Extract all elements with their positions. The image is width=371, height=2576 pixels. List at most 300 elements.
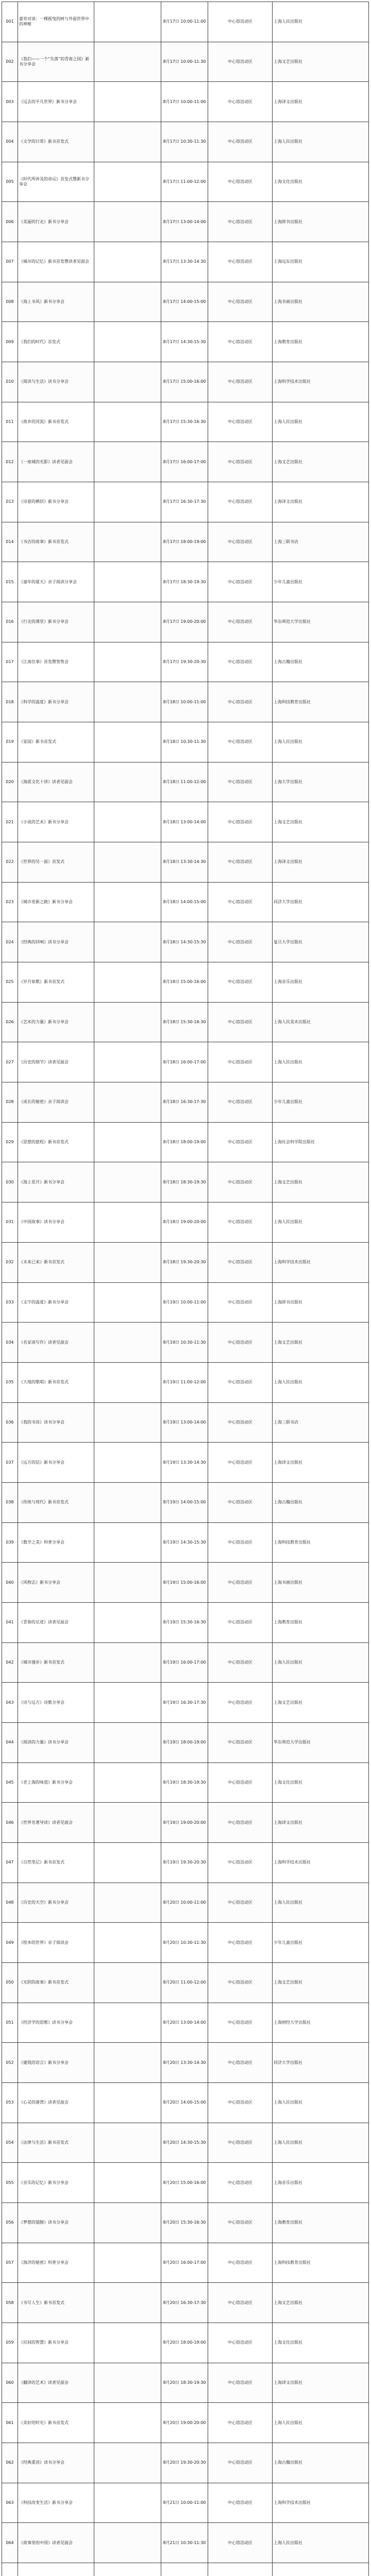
event-organizer-cell: 上海大学出版社 bbox=[273, 762, 369, 802]
event-guests-cell bbox=[94, 1162, 161, 1202]
event-organizer-cell: 上海科学技术出版社 bbox=[273, 2483, 369, 2523]
event-id-cell: 010 bbox=[2, 362, 18, 402]
event-venue-cell: 中心馆活动区 bbox=[208, 82, 273, 122]
table-row bbox=[2, 2243, 369, 2283]
table-row bbox=[2, 1563, 369, 1603]
event-venue-cell: 中心馆活动区 bbox=[208, 2323, 273, 2363]
event-title-cell: 《书店的故事》新书首发式 bbox=[18, 522, 94, 562]
event-guests-cell bbox=[94, 1522, 161, 1563]
event-venue-cell: 中心馆活动区 bbox=[208, 2, 273, 42]
event-organizer-cell: 上海辞书出版社 bbox=[273, 202, 369, 242]
event-organizer-cell: 上海译文出版社 bbox=[273, 1443, 369, 1483]
event-guests-cell bbox=[94, 1722, 161, 1762]
event-id-cell: 004 bbox=[2, 122, 18, 162]
event-organizer-cell: 上海三联书店 bbox=[273, 522, 369, 562]
event-title-cell: 《我的书房》读书分享会 bbox=[18, 1402, 94, 1443]
event-organizer-cell: 上海译文出版社 bbox=[273, 1803, 369, 1843]
event-organizer-cell: 上海辞书出版社 bbox=[273, 1282, 369, 1323]
event-time-cell: 8月19日 19:30-20:30 bbox=[161, 1842, 208, 1883]
event-time-cell: 8月18日 14:30-15:30 bbox=[161, 922, 208, 962]
event-id-cell: 006 bbox=[2, 202, 18, 242]
event-id-cell: 020 bbox=[2, 762, 18, 802]
event-guests-cell bbox=[94, 2082, 161, 2123]
event-venue-cell: 中心馆活动区 bbox=[208, 1362, 273, 1402]
event-guests-cell bbox=[94, 1323, 161, 1363]
event-guests-cell bbox=[94, 642, 161, 682]
event-venue-cell: 中心馆活动区 bbox=[208, 762, 273, 802]
event-organizer-cell: 上海科学技术出版社 bbox=[273, 1242, 369, 1282]
event-venue-cell: 中心馆活动区 bbox=[208, 2283, 273, 2323]
event-guests-cell bbox=[94, 282, 161, 322]
event-id-cell: 058 bbox=[2, 2283, 18, 2323]
event-title-cell: 《自然笔记》新书首发式 bbox=[18, 1842, 94, 1883]
event-time-cell: 8月18日 13:00-14:00 bbox=[161, 802, 208, 842]
event-venue-cell: 中心馆活动区 bbox=[208, 2243, 273, 2283]
event-id-cell: 054 bbox=[2, 2123, 18, 2163]
event-guests-cell bbox=[94, 1402, 161, 1443]
table-row bbox=[2, 2363, 369, 2403]
event-venue-cell: 中心馆活动区 bbox=[208, 1923, 273, 1963]
table-row bbox=[2, 2043, 369, 2083]
event-venue-cell: 中心馆活动区 bbox=[208, 1522, 273, 1563]
event-guests-cell bbox=[94, 1762, 161, 1803]
table-row bbox=[2, 2202, 369, 2243]
event-venue-cell: 中心馆活动区 bbox=[208, 2523, 273, 2563]
event-guests-cell bbox=[94, 1962, 161, 2003]
event-id-cell: 041 bbox=[2, 1602, 18, 1642]
table-row bbox=[2, 2483, 369, 2523]
event-organizer-cell: 上海文化出版社 bbox=[273, 1762, 369, 1803]
table-row bbox=[2, 1162, 369, 1202]
event-title-cell: 《艺术的力量》新书分享会 bbox=[18, 1002, 94, 1042]
event-time-cell: 8月17日 19:30-20:30 bbox=[161, 642, 208, 682]
event-time-cell: 8月20日 10:00-11:00 bbox=[161, 1883, 208, 1923]
event-guests-cell bbox=[94, 1042, 161, 1082]
event-guests-cell bbox=[94, 1923, 161, 1963]
event-id-cell: 002 bbox=[2, 42, 18, 82]
event-title-cell: 《梦想的翅膀》读书分享会 bbox=[18, 2202, 94, 2243]
event-organizer-cell: 上海文艺出版社 bbox=[273, 1683, 369, 1723]
event-venue-cell: 中心馆活动区 bbox=[208, 1602, 273, 1642]
event-title-cell: 《海派文化十讲》读者见面会 bbox=[18, 762, 94, 802]
table-row bbox=[2, 1602, 369, 1642]
event-time-cell: 8月17日 18:30-19:30 bbox=[161, 562, 208, 602]
event-title-cell: 《我们的时代》首发式 bbox=[18, 322, 94, 362]
event-title-cell: 《岁月如歌》新书首发式 bbox=[18, 962, 94, 1003]
event-id-cell: 019 bbox=[2, 722, 18, 762]
table-row bbox=[2, 82, 369, 122]
table-row bbox=[2, 1443, 369, 1483]
event-id-cell: 025 bbox=[2, 962, 18, 1003]
event-organizer-cell: 同济大学出版社 bbox=[273, 2043, 369, 2083]
event-organizer-cell: 上海人民出版社 bbox=[273, 402, 369, 442]
event-title-cell: 《大地的歌唱》新书首发式 bbox=[18, 1362, 94, 1402]
event-title-cell: 《法律与生活》新书首发式 bbox=[18, 2123, 94, 2163]
event-title-cell: 《诗意的栖居》新书分享会 bbox=[18, 482, 94, 522]
event-title-cell: 《绘本的世界》亲子阅读会 bbox=[18, 1923, 94, 1963]
event-organizer-cell: 少年儿童出版社 bbox=[273, 1923, 369, 1963]
event-title-cell: 《海上花开》新书分享会 bbox=[18, 1162, 94, 1202]
event-guests-cell bbox=[94, 962, 161, 1003]
event-id-cell: 023 bbox=[2, 882, 18, 922]
event-guests-cell bbox=[94, 2443, 161, 2483]
event-organizer-cell: 上海文化出版社 bbox=[273, 162, 369, 202]
event-venue-cell: 中心馆活动区 bbox=[208, 1402, 273, 1443]
event-venue-cell: 中心馆活动区 bbox=[208, 202, 273, 242]
event-guests-cell bbox=[94, 802, 161, 842]
event-organizer-cell: 上海科技教育出版社 bbox=[273, 1522, 369, 1563]
table-row bbox=[2, 522, 369, 562]
event-time-cell: 8月20日 15:30-16:30 bbox=[161, 2202, 208, 2243]
event-organizer-cell: 上海人民出版社 bbox=[273, 2403, 369, 2443]
event-venue-cell: 中心馆活动区 bbox=[208, 1563, 273, 1603]
event-venue-cell: 中心馆活动区 bbox=[208, 562, 273, 602]
event-venue-cell: 中心馆活动区 bbox=[208, 1242, 273, 1282]
event-venue-cell: 中心馆活动区 bbox=[208, 842, 273, 883]
event-id-cell: 046 bbox=[2, 1803, 18, 1843]
event-guests-cell bbox=[94, 1443, 161, 1483]
event-id-cell: 060 bbox=[2, 2363, 18, 2403]
event-venue-cell: 中心馆活动区 bbox=[208, 282, 273, 322]
event-organizer-cell: 上海人民出版社 bbox=[273, 1042, 369, 1082]
event-organizer-cell: 上海文艺出版社 bbox=[273, 802, 369, 842]
event-id-cell: 030 bbox=[2, 1162, 18, 1202]
event-guests-cell bbox=[94, 1002, 161, 1042]
event-id-cell: 044 bbox=[2, 1722, 18, 1762]
event-venue-cell: 中心馆活动区 bbox=[208, 2202, 273, 2243]
event-time-cell: 8月19日 10:30-11:30 bbox=[161, 1323, 208, 1363]
event-organizer-cell: 上海文艺出版社 bbox=[273, 1962, 369, 2003]
event-guests-cell bbox=[94, 442, 161, 482]
event-guests-cell bbox=[94, 2403, 161, 2443]
table-row bbox=[2, 1362, 369, 1402]
table-row bbox=[2, 2, 369, 42]
event-time-cell: 8月17日 10:00-11:30 bbox=[161, 42, 208, 82]
table-row bbox=[2, 202, 369, 242]
event-id-cell: 048 bbox=[2, 1883, 18, 1923]
event-id-cell: 022 bbox=[2, 842, 18, 883]
event-venue-cell: 中心馆活动区 bbox=[208, 2363, 273, 2403]
event-organizer-cell bbox=[273, 2563, 369, 2576]
event-title-cell bbox=[18, 2563, 94, 2576]
event-time-cell: 8月17日 14:00-15:00 bbox=[161, 282, 208, 322]
table-row bbox=[2, 642, 369, 682]
event-organizer-cell: 上海文艺出版社 bbox=[273, 1323, 369, 1363]
event-id-cell: 016 bbox=[2, 602, 18, 642]
table-row bbox=[2, 322, 369, 362]
table-row bbox=[2, 362, 369, 402]
event-guests-cell bbox=[94, 2003, 161, 2043]
event-id-cell: 007 bbox=[2, 242, 18, 282]
table-row bbox=[2, 1242, 369, 1282]
event-time-cell: 8月20日 15:00-16:00 bbox=[161, 2163, 208, 2203]
event-title-cell: 《阅读与生活》读书分享会 bbox=[18, 362, 94, 402]
event-id-cell: 036 bbox=[2, 1402, 18, 1443]
event-organizer-cell: 上海科学技术出版社 bbox=[273, 1842, 369, 1883]
event-time-cell: 8月17日 11:00-12:00 bbox=[161, 162, 208, 202]
event-time-cell: 8月17日 15:30-16:30 bbox=[161, 402, 208, 442]
event-organizer-cell: 上海文艺出版社 bbox=[273, 442, 369, 482]
event-title-cell: 《远方的信》新书分享会 bbox=[18, 1443, 94, 1483]
event-id-cell: 003 bbox=[2, 82, 18, 122]
event-venue-cell: 中心馆活动区 bbox=[208, 2163, 273, 2203]
event-time-cell: 8月17日 18:00-19:00 bbox=[161, 522, 208, 562]
event-id-cell: 033 bbox=[2, 1282, 18, 1323]
table-row bbox=[2, 962, 369, 1003]
event-venue-cell: 中心馆活动区 bbox=[208, 1202, 273, 1243]
event-id-cell: 032 bbox=[2, 1242, 18, 1282]
event-venue-cell: 中心馆活动区 bbox=[208, 2003, 273, 2043]
event-guests-cell bbox=[94, 2563, 161, 2576]
event-id-cell: 037 bbox=[2, 1443, 18, 1483]
table-row bbox=[2, 2123, 369, 2163]
event-title-cell: 《故乡的河流》新书首发式 bbox=[18, 402, 94, 442]
event-guests-cell bbox=[94, 2202, 161, 2243]
event-title-cell: 《海洋的秘密》科普分享会 bbox=[18, 2243, 94, 2283]
event-id-cell: 026 bbox=[2, 1002, 18, 1042]
event-time-cell: 8月18日 16:00-17:00 bbox=[161, 1042, 208, 1082]
event-title-cell: 《阅读的力量》读书分享会 bbox=[18, 1722, 94, 1762]
event-guests-cell bbox=[94, 2323, 161, 2363]
event-time-cell: 8月20日 10:30-11:30 bbox=[161, 1923, 208, 1963]
event-venue-cell: 中心馆活动区 bbox=[208, 1122, 273, 1162]
table-row bbox=[2, 562, 369, 602]
event-time-cell: 8月18日 18:30-19:30 bbox=[161, 1162, 208, 1202]
event-id-cell: 034 bbox=[2, 1323, 18, 1363]
event-organizer-cell: 上海远东出版社 bbox=[273, 242, 369, 282]
event-title-cell: 《历史的细节》读者见面会 bbox=[18, 1042, 94, 1082]
event-title-cell: 《光阴的故事》新书首发式 bbox=[18, 1962, 94, 2003]
table-row bbox=[2, 122, 369, 162]
event-guests-cell bbox=[94, 2283, 161, 2323]
event-organizer-cell: 少年儿童出版社 bbox=[273, 1082, 369, 1123]
event-guests-cell bbox=[94, 2, 161, 42]
table-row bbox=[2, 1402, 369, 1443]
event-id-cell: 045 bbox=[2, 1762, 18, 1803]
event-id-cell: 063 bbox=[2, 2483, 18, 2523]
event-id-cell: 018 bbox=[2, 682, 18, 722]
event-venue-cell: 中心馆活动区 bbox=[208, 2443, 273, 2483]
event-guests-cell bbox=[94, 1883, 161, 1923]
event-organizer-cell: 上海译文出版社 bbox=[273, 82, 369, 122]
event-guests-cell bbox=[94, 1683, 161, 1723]
event-guests-cell bbox=[94, 2243, 161, 2283]
event-venue-cell: 中心馆活动区 bbox=[208, 1162, 273, 1202]
event-guests-cell bbox=[94, 1362, 161, 1402]
event-id-cell: 050 bbox=[2, 1962, 18, 2003]
event-venue-cell: 中心馆活动区 bbox=[208, 1482, 273, 1522]
event-id-cell: 017 bbox=[2, 642, 18, 682]
event-title-cell: 《一座城的光影》读者见面会 bbox=[18, 442, 94, 482]
event-organizer-cell: 同济大学出版社 bbox=[273, 882, 369, 922]
table-row bbox=[2, 402, 369, 442]
event-guests-cell bbox=[94, 522, 161, 562]
event-organizer-cell: 上海人民出版社 bbox=[273, 1642, 369, 1683]
table-row bbox=[2, 2443, 369, 2483]
table-row bbox=[2, 442, 369, 482]
event-id-cell: 014 bbox=[2, 522, 18, 562]
event-id-cell: 042 bbox=[2, 1642, 18, 1683]
event-id-cell: 029 bbox=[2, 1122, 18, 1162]
event-time-cell: 8月19日 18:00-19:00 bbox=[161, 1722, 208, 1762]
event-time-cell: 8月17日 13:30-14:30 bbox=[161, 242, 208, 282]
table-row bbox=[2, 1923, 369, 1963]
table-row bbox=[2, 1202, 369, 1243]
event-title-cell: 《文字的温度》新书分享会 bbox=[18, 1282, 94, 1323]
event-guests-cell bbox=[94, 882, 161, 922]
event-id-cell: 062 bbox=[2, 2443, 18, 2483]
event-title-cell: 《小说的艺术》新书分享会 bbox=[18, 802, 94, 842]
event-organizer-cell: 上海人民出版社 bbox=[273, 722, 369, 762]
event-time-cell: 8月18日 18:00-19:00 bbox=[161, 1122, 208, 1162]
event-guests-cell bbox=[94, 2523, 161, 2563]
event-time-cell: 8月18日 10:30-11:30 bbox=[161, 722, 208, 762]
event-guests-cell bbox=[94, 1122, 161, 1162]
event-title-cell: 《文学的日常》新书首发式 bbox=[18, 122, 94, 162]
event-time-cell: 8月19日 14:30-15:30 bbox=[161, 1522, 208, 1563]
event-organizer-cell: 上海科学技术出版社 bbox=[273, 362, 369, 402]
event-time-cell: 8月17日 16:00-17:00 bbox=[161, 442, 208, 482]
event-time-cell: 8月18日 14:00-15:00 bbox=[161, 882, 208, 922]
event-guests-cell bbox=[94, 402, 161, 442]
table-row bbox=[2, 482, 369, 522]
event-title-cell: 《思想的旅程》新书首发式 bbox=[18, 1122, 94, 1162]
event-title-cell: 《风物志》新书分享会 bbox=[18, 1563, 94, 1603]
event-id-cell: 009 bbox=[2, 322, 18, 362]
table-row bbox=[2, 1762, 369, 1803]
event-organizer-cell: 上海译文出版社 bbox=[273, 2363, 369, 2403]
event-organizer-cell: 上海人民出版社 bbox=[273, 2523, 369, 2563]
event-title-cell: 《城市更新之路》新书分享会 bbox=[18, 882, 94, 922]
table-row bbox=[2, 922, 369, 962]
event-id-cell: 047 bbox=[2, 1842, 18, 1883]
event-organizer-cell: 上海人民出版社 bbox=[273, 2123, 369, 2163]
event-time-cell: 8月20日 11:00-12:00 bbox=[161, 1962, 208, 2003]
table-row bbox=[2, 722, 369, 762]
event-id-cell bbox=[2, 2563, 18, 2576]
event-time-cell: 8月17日 10:00-11:00 bbox=[161, 2, 208, 42]
event-organizer-cell: 上海音乐出版社 bbox=[273, 962, 369, 1003]
table-row bbox=[2, 2003, 369, 2043]
event-venue-cell: 中心馆活动区 bbox=[208, 122, 273, 162]
event-time-cell: 8月21日 10:30-11:30 bbox=[161, 2523, 208, 2563]
table-row bbox=[2, 1522, 369, 1563]
event-guests-cell bbox=[94, 562, 161, 602]
table-row bbox=[2, 2283, 369, 2323]
event-organizer-cell: 上海人民出版社 bbox=[273, 122, 369, 162]
event-time-cell: 8月17日 19:00-20:00 bbox=[161, 602, 208, 642]
event-id-cell: 027 bbox=[2, 1042, 18, 1082]
event-time-cell: 8月19日 15:30-16:30 bbox=[161, 1602, 208, 1642]
event-time-cell: 8月20日 18:00-19:00 bbox=[161, 2323, 208, 2363]
event-time-cell: 8月20日 13:30-14:30 bbox=[161, 2043, 208, 2083]
event-title-cell: 《成长的秘密》亲子阅读会 bbox=[18, 1082, 94, 1123]
event-organizer-cell: 上海三联书店 bbox=[273, 1402, 369, 1443]
event-title-cell: 《青春的足迹》读者见面会 bbox=[18, 1602, 94, 1642]
event-organizer-cell: 上海古籍出版社 bbox=[273, 2443, 369, 2483]
table-row bbox=[2, 1282, 369, 1323]
event-guests-cell bbox=[94, 1803, 161, 1843]
event-organizer-cell: 上海科技教育出版社 bbox=[273, 682, 369, 722]
event-title-cell: 《江南往事》首发暨签售会 bbox=[18, 642, 94, 682]
event-id-cell: 056 bbox=[2, 2202, 18, 2243]
table-row bbox=[2, 842, 369, 883]
event-organizer-cell: 上海教育出版社 bbox=[273, 2202, 369, 2243]
event-venue-cell: 中心馆活动区 bbox=[208, 42, 273, 82]
event-venue-cell: 中心馆活动区 bbox=[208, 802, 273, 842]
table-row bbox=[2, 1962, 369, 2003]
event-venue-cell: 中心馆活动区 bbox=[208, 1282, 273, 1323]
event-guests-cell bbox=[94, 1642, 161, 1683]
table-row bbox=[2, 1722, 369, 1762]
event-title-cell: 《历史的天空》新书分享会 bbox=[18, 1883, 94, 1923]
event-title-cell: 《诗与远方》诗歌分享会 bbox=[18, 1683, 94, 1723]
event-time-cell: 8月19日 15:00-16:00 bbox=[161, 1563, 208, 1603]
table-row bbox=[2, 1683, 369, 1723]
event-time-cell: 8月19日 16:00-17:00 bbox=[161, 1642, 208, 1683]
event-id-cell: 028 bbox=[2, 1082, 18, 1123]
event-id-cell: 011 bbox=[2, 402, 18, 442]
event-id-cell: 024 bbox=[2, 922, 18, 962]
event-organizer-cell: 上海人民美术出版社 bbox=[273, 1002, 369, 1042]
event-organizer-cell: 上海财经大学出版社 bbox=[273, 2003, 369, 2043]
event-organizer-cell: 华东师范大学出版社 bbox=[273, 602, 369, 642]
table-row bbox=[2, 1002, 369, 1042]
event-title-cell: 《世界名著导读》读者见面会 bbox=[18, 1803, 94, 1843]
event-time-cell: 8月18日 10:00-11:00 bbox=[161, 682, 208, 722]
event-venue-cell: 中心馆活动区 bbox=[208, 682, 273, 722]
event-time-cell: 8月17日 16:30-17:30 bbox=[161, 482, 208, 522]
table-row bbox=[2, 682, 369, 722]
event-title-cell: 《中国故事》读书分享会 bbox=[18, 1202, 94, 1243]
table-row bbox=[2, 242, 369, 282]
event-organizer-cell: 上海人民出版社 bbox=[273, 2082, 369, 2123]
event-time-cell: 8月18日 11:00-12:00 bbox=[161, 762, 208, 802]
table-row bbox=[2, 2323, 369, 2363]
event-venue-cell: 中心馆活动区 bbox=[208, 882, 273, 922]
event-title-cell: 《远去的平凡世界》新书分享会 bbox=[18, 82, 94, 122]
event-title-cell: 《翻译的艺术》读者见面会 bbox=[18, 2363, 94, 2403]
event-organizer-cell: 上海音乐出版社 bbox=[273, 2163, 369, 2203]
event-guests-cell bbox=[94, 1082, 161, 1123]
event-venue-cell: 中心馆活动区 bbox=[208, 1842, 273, 1883]
event-title-cell: 《时代所涉及的命运》首发式暨新书分享会 bbox=[18, 162, 94, 202]
event-title-cell: 《家园》新书首发式 bbox=[18, 722, 94, 762]
event-id-cell: 021 bbox=[2, 802, 18, 842]
event-guests-cell bbox=[94, 1482, 161, 1522]
event-title-cell: 《民间的智慧》新书分享会 bbox=[18, 2323, 94, 2363]
event-venue-cell: 中心馆活动区 bbox=[208, 1883, 273, 1923]
event-title-cell: 嘉宾对谈：一棵摇曳的树与外面世界中的神秘 bbox=[18, 2, 94, 42]
event-id-cell: 052 bbox=[2, 2043, 18, 2083]
table-row bbox=[2, 282, 369, 322]
event-time-cell: 8月17日 13:00-14:00 bbox=[161, 202, 208, 242]
event-time-cell: 8月19日 18:30-19:30 bbox=[161, 1762, 208, 1803]
event-time-cell: 8月18日 15:30-16:30 bbox=[161, 1002, 208, 1042]
event-guests-cell bbox=[94, 2043, 161, 2083]
table-row bbox=[2, 2403, 369, 2443]
event-title-cell: 《未来已来》新书首发式 bbox=[18, 1242, 94, 1282]
table-row bbox=[2, 2163, 369, 2203]
event-venue-cell: 中心馆活动区 bbox=[208, 2403, 273, 2443]
event-guests-cell bbox=[94, 2363, 161, 2403]
event-organizer-cell: 上海译文出版社 bbox=[273, 842, 369, 883]
table-row bbox=[2, 1642, 369, 1683]
event-title-cell: 《传统与现代》新书首发式 bbox=[18, 1482, 94, 1522]
event-title-cell: 《名家谈写作》读者见面会 bbox=[18, 1323, 94, 1363]
event-time-cell: 8月18日 15:00-16:00 bbox=[161, 962, 208, 1003]
event-title-cell: 《音乐的记忆》新书分享会 bbox=[18, 2163, 94, 2203]
